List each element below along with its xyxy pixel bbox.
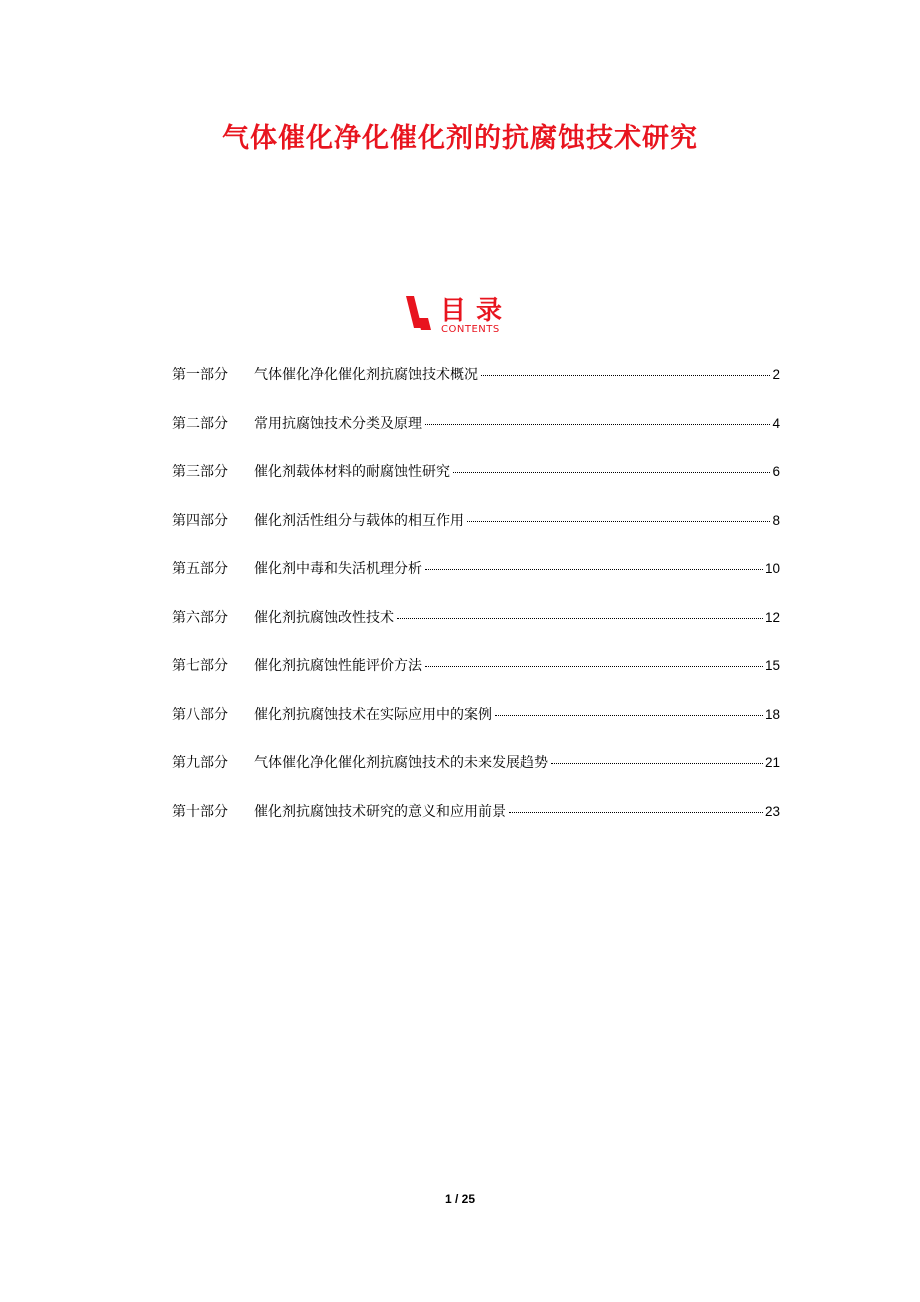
toc-part-label: 第七部分 (172, 658, 228, 674)
toc-entry[interactable] (172, 558, 780, 607)
toc-entry[interactable] (172, 364, 780, 413)
toc-entry-title: 催化剂抗腐蚀技术在实际应用中的案例 (254, 706, 492, 723)
toc-page-number: 21 (764, 755, 780, 770)
toc-logo-icon (404, 296, 434, 330)
toc-dot-leader (509, 812, 763, 813)
toc-subheading: CONTENTS (441, 324, 500, 335)
toc-page-number: 6 (772, 464, 780, 479)
toc-entry[interactable] (172, 607, 780, 656)
toc-part-label: 第五部分 (172, 561, 228, 577)
toc-entry-title: 催化剂活性组分与载体的相互作用 (254, 512, 464, 529)
toc-part-label: 第八部分 (172, 706, 228, 723)
toc-entry-title: 催化剂抗腐蚀性能评价方法 (254, 658, 422, 674)
toc-page-number: 23 (764, 803, 780, 819)
toc-heading: 目录 (440, 296, 513, 326)
toc-entry-title: 催化剂抗腐蚀改性技术 (254, 609, 394, 626)
toc-entry[interactable] (172, 752, 780, 801)
page-indicator: 1 / 25 (444, 1192, 476, 1206)
toc-dot-leader (551, 763, 763, 764)
table-of-contents (172, 364, 780, 849)
toc-entry-title: 气体催化净化催化剂抗腐蚀技术的未来发展趋势 (254, 755, 548, 771)
toc-page-number: 18 (764, 706, 780, 722)
toc-dot-leader (425, 569, 763, 570)
toc-part-label: 第二部分 (172, 415, 228, 432)
toc-part-label: 第六部分 (172, 609, 228, 626)
toc-entry[interactable] (172, 704, 780, 753)
toc-page-number: 4 (772, 415, 780, 431)
toc-entry[interactable] (172, 510, 780, 559)
toc-dot-leader (425, 424, 770, 425)
toc-dot-leader (495, 715, 763, 716)
toc-entry[interactable] (172, 413, 780, 462)
toc-entry-title: 催化剂载体材料的耐腐蚀性研究 (254, 464, 450, 480)
toc-page-number: 2 (772, 367, 780, 382)
toc-entry-title: 常用抗腐蚀技术分类及原理 (254, 415, 422, 432)
toc-entry[interactable] (172, 801, 780, 850)
toc-part-label: 第一部分 (172, 367, 228, 383)
toc-page-number: 12 (764, 609, 780, 625)
toc-dot-leader (453, 472, 770, 473)
toc-entry-title: 催化剂抗腐蚀技术研究的意义和应用前景 (254, 803, 506, 820)
toc-entry-title: 催化剂中毒和失活机理分析 (254, 561, 422, 577)
toc-part-label: 第九部分 (172, 755, 228, 771)
toc-entry-title: 气体催化净化催化剂抗腐蚀技术概况 (254, 367, 478, 383)
toc-dot-leader (467, 521, 770, 522)
toc-page-number: 15 (764, 658, 780, 673)
toc-header (404, 292, 544, 342)
toc-dot-leader (425, 666, 763, 667)
toc-part-label: 第十部分 (172, 803, 228, 820)
toc-part-label: 第三部分 (172, 464, 228, 480)
toc-part-label: 第四部分 (172, 512, 228, 529)
toc-entry[interactable] (172, 461, 780, 510)
toc-page-number: 8 (772, 512, 780, 528)
toc-page-number: 10 (764, 561, 780, 576)
toc-entry[interactable] (172, 655, 780, 704)
toc-dot-leader (481, 375, 770, 376)
document-title: 气体催化净化催化剂的抗腐蚀技术研究 (222, 123, 698, 154)
toc-dot-leader (397, 618, 763, 619)
